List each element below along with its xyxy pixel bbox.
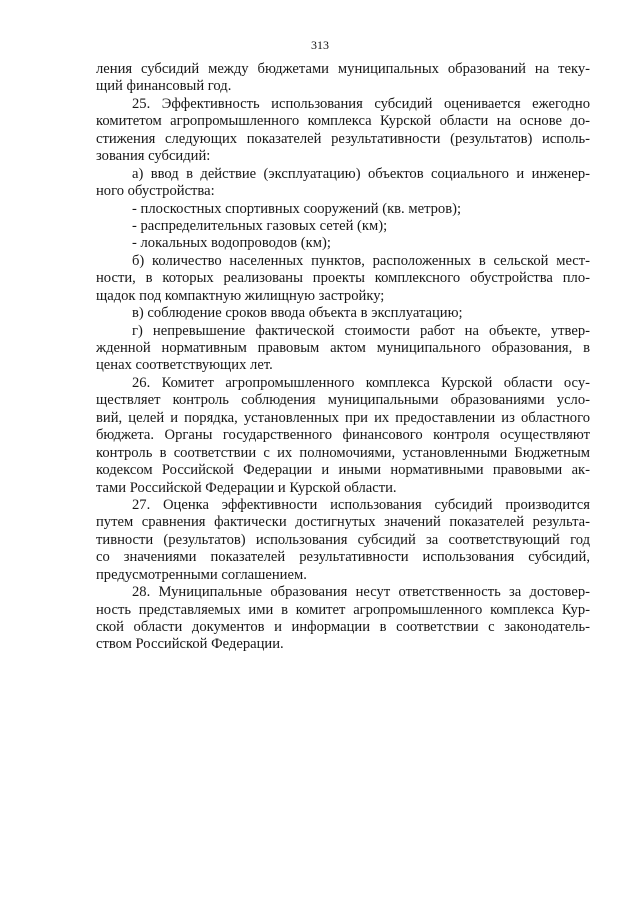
- text-line: а) ввод в действие (эксплуатацию) объектов социального и инженер-: [132, 165, 590, 182]
- text-line: - распределительных газовых сетей (км);: [132, 217, 388, 234]
- text-line: ности, в которых реализованы проекты комплексного обустройства пло-: [96, 270, 590, 287]
- text-line: б) количество населенных пунктов, расположенных в сельской мест-: [132, 252, 590, 269]
- text-line: - локальных водопроводов (км);: [132, 235, 331, 252]
- text-line: ного обустройства:: [96, 183, 215, 200]
- page-number: 313: [311, 38, 329, 52]
- text-line: кодексом Российской Федерации и иными нормативными правовыми ак-: [96, 462, 590, 479]
- text-line: со значениями показателей результативности использования субсидий,: [96, 549, 590, 566]
- text-line: - плоскостных спортивных сооружений (кв. метров);: [132, 200, 462, 217]
- text-line: тивности (результатов) использования субсидий за соответствующий год: [96, 531, 590, 548]
- text-line: щий финансовый год.: [96, 78, 232, 95]
- text-line: стижения следующих показателей результативности (результатов) исполь-: [96, 130, 590, 147]
- text-line: ность представляемых ими в комитет агропромышленного комплекса Кур-: [96, 601, 590, 618]
- text-line: ществляет контроль соблюдения муниципальными образованиями усло-: [96, 392, 590, 409]
- text-line: тами Российской Федерации и Курской области.: [96, 479, 397, 496]
- text-line: жденной нормативным правовым актом муниципального образования, в: [96, 340, 590, 356]
- text-line: контроль в соответствии с их полномочиями, установленными Бюджетным: [96, 444, 590, 461]
- text-line: 25. Эффективность использования субсидий оценивается ежегодно: [132, 95, 590, 112]
- text-line: ской области документов и информации в соответствии с законодатель-: [96, 619, 590, 635]
- text-line: в) соблюдение сроков ввода объекта в эксплуатацию;: [132, 305, 463, 322]
- text-line: г) непревышение фактической стоимости работ на объекте, утвер-: [132, 322, 590, 339]
- text-line: предусмотренными соглашением.: [96, 566, 307, 583]
- text-line: 28. Муниципальные образования несут ответственность за достовер-: [132, 584, 590, 601]
- text-line: ления субсидий между бюджетами муниципальных образований на теку-: [96, 61, 590, 77]
- text-line: 26. Комитет агропромышленного комплекса Курской области осу-: [132, 374, 590, 391]
- text-line: зования субсидий:: [96, 148, 211, 165]
- text-line: комитетом агропромышленного комплекса Курской области на основе до-: [96, 113, 590, 130]
- text-line: бюджета. Органы государственного финансового контроля осуществляют: [96, 427, 590, 444]
- text-line: 27. Оценка эффективности использования субсидий производится: [132, 496, 590, 513]
- text-line: ством Российской Федерации.: [96, 636, 284, 653]
- text-line: вий, целей и порядка, установленных при их предоставлении из областного: [96, 409, 590, 426]
- text-line: путем сравнения фактически достигнутых значений показателей результа-: [96, 514, 590, 531]
- text-line: щадок под компактную жилищную застройку;: [96, 287, 385, 304]
- text-line: ценах соответствующих лет.: [96, 357, 273, 374]
- document-body: [96, 61, 590, 654]
